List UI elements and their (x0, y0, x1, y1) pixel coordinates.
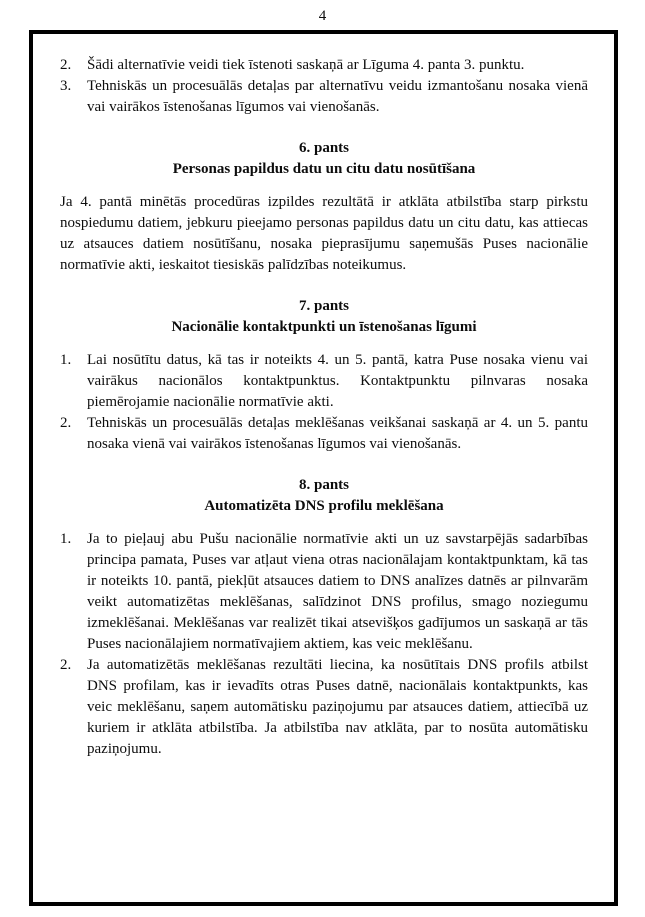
list-item-number: 2. (60, 57, 72, 73)
article-heading (60, 296, 588, 338)
article-title: 8. pants (298, 477, 350, 493)
article-subtitle: Personas papildus datu un citu datu nosūtīšana (172, 161, 476, 177)
article-body: Ja 4. pantā minētās procedūras izpildes rezultātā ir atklāta atbilstība starp pirkstu nospiedumu datiem, jebkuru pieejamo personas papildus datu un citu datu, kas attiecas uz atsauces datiem nosūtīšanu, nosaka pieprasījumu saņemušās Puses nacionālie normatīvie akti, ieskaitot tiesiskās palīdzības noteikumus. (60, 194, 588, 273)
document-frame (29, 30, 618, 906)
list-item-number: 1. (60, 352, 72, 368)
list-item-number: 1. (60, 531, 72, 547)
article-heading (60, 475, 588, 517)
article-list (60, 529, 588, 760)
list-item (60, 529, 588, 655)
list-item-text: Ja automatizētās meklēšanas rezultāti liecina, ka nosūtītais DNS profils atbilst DNS profilam, kas ir ievadīts otras Puses datnē, nacionālais kontaktpunkts, kas veic meklēšanu, saņem automātisku paziņojumu par atsauces datiem, attiecībā uz kuriem ir atklāta atbilstība. Ja atbilstība nav atklāta, par to nosūta automātisku paziņojumu. (87, 657, 588, 757)
list-item-text: Šādi alternatīvie veidi tiek īstenoti saskaņā ar Līguma 4. panta 3. punktu. (87, 57, 525, 73)
article-list (60, 350, 588, 455)
list-item-number: 3. (60, 78, 72, 94)
intro-list (60, 55, 588, 118)
article-subtitle: Nacionālie kontaktpunkti un īstenošanas līgumi (171, 319, 477, 335)
list-item-text: Tehniskās un procesuālās detaļas meklēšanas veikšanai saskaņā ar 4. un 5. pantu nosaka vienā vai vairākos īstenošanas līgumos vai vienošanās. (87, 415, 588, 452)
list-item-text: Lai nosūtītu datus, kā tas ir noteikts 4. un 5. pantā, katra Puse nosaka vienu vai vairākus nacionālos kontaktpunktus. Kontaktpunktu pilnvaras nosaka piemērojamie nacionālie normatīvie akti. (87, 352, 588, 410)
list-item-number: 2. (60, 415, 72, 431)
list-item (60, 55, 588, 76)
list-item-text: Ja to pieļauj abu Pušu nacionālie normatīvie akti un uz savstarpējās sadarbības principa pamata, Puses var atļaut viena otras nacionālajam kontaktpunktam, kā tas ir noteikts 10. pantā, piekļūt atsauces datiem to DNS analīzes datnēs ar pilnvarām veikt automatizētas meklēšanas, salīdzinot DNS profilus, smago noziegumu izmeklēšanai. Meklēšanas var realizēt tikai atsevišķos gadījumos un saskaņā ar tās Puses nacionālajiem normatīvajiem aktiem, kas veic meklēšanu. (87, 531, 588, 652)
list-item-text: Tehniskās un procesuālās detaļas par alternatīvu veidu izmantošanu nosaka vienā vai vairākos īstenošanas līgumos vai vienošanās. (87, 78, 588, 115)
list-item (60, 350, 588, 413)
article-title: 7. pants (298, 298, 350, 314)
list-item (60, 655, 588, 760)
article-heading (60, 138, 588, 180)
page-number: 4 (318, 8, 327, 24)
list-item (60, 76, 588, 118)
article-subtitle: Automatizēta DNS profilu meklēšana (204, 498, 444, 514)
article-title: 6. pants (298, 140, 350, 156)
list-item (60, 413, 588, 455)
list-item-number: 2. (60, 657, 72, 673)
